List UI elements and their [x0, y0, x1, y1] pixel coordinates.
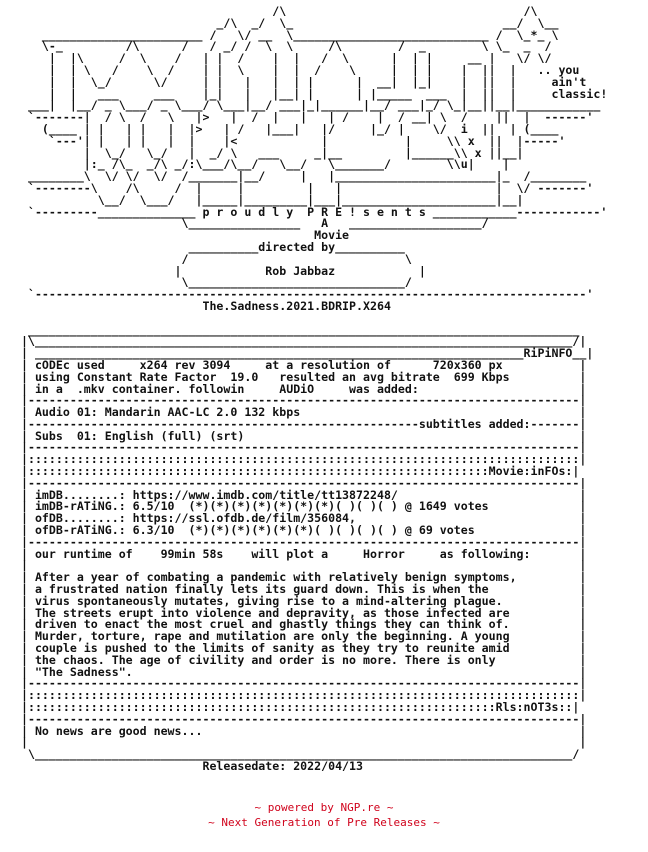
nfo-line: | | \ / \ / | | \ | | / \ | | | | || | .. you — [14, 62, 580, 77]
nfo-line: |-------------------------------------------------------------------------------| — [14, 440, 587, 455]
nfo-line: `-------------------------------------------------------------------------------' — [14, 287, 594, 302]
nfo-line: Movie — [14, 228, 350, 243]
tagline-link[interactable]: Next Generation of Pre Releases — [221, 816, 427, 829]
nfo-line: |-------------------------------------------------------------------------------| — [14, 393, 587, 408]
nfo-text-block — [14, 6, 607, 773]
nfo-line: | After a year of combating a pandemic with relatively benign symptoms, | — [14, 570, 587, 585]
tagline-suffix: ~ — [426, 816, 440, 829]
nfo-line: |-------------------------------------------------------------------------------| — [14, 534, 587, 549]
nfo-line: | ______________________________________________________________________RiPiNFO__| — [14, 346, 594, 361]
nfo-line: | \_/ \_/ | _/ \ ___ _|__ |______\\ x ||__| — [14, 145, 524, 160]
nfo-line: |:::::::::::::::::::::::::::::::::::::::::::::::::::::::::::::::::::Rls:nOT3s::| — [14, 700, 580, 715]
nfo-line: _______________________ / \/ __ \____________________________ / \_*_ \ — [14, 27, 559, 42]
nfo-line: | Subs 01: English (full) (srt) | — [14, 428, 587, 443]
nfo-line: | imDB-rATiNG.: 6.5/10 (*)(*)(*)(*)(*)(*)(*)( )( )( ) @ 1649 votes | — [14, 499, 587, 514]
nfo-line: \__/ \___/ |_____|_________|___|______________________|__| — [14, 192, 524, 207]
nfo-line: | | — [14, 735, 587, 750]
nfo-line: | our runtime of 99min 58s will plot a Horror as following: | — [14, 546, 587, 561]
nfo-line: |:::::::::::::::::::::::::::::::::::::::::::::::::::::::::::::::::::::::::::::::| — [14, 452, 587, 467]
nfo-line: |::::::::::::::::::::::::::::::::::::::::::::::::::::::::::::::::::Movie:inFOs:| — [14, 464, 580, 479]
nfo-line: | | ___ ___ |_| | |__| | | |_____ ___ | || | classic! — [14, 86, 608, 101]
nfo-line: | | \_/ \/ | | | | | | | __| |_| | || | ain't — [14, 74, 587, 89]
nfo-line: The.Sadness.2021.BDRIP.X264 — [14, 298, 391, 313]
nfo-line: | The streets erupt into violence and depravity, as those infected are | — [14, 605, 587, 620]
nfo-line: _______________________________________________________________________________ — [14, 322, 580, 337]
nfo-line: | couple is pushed to the limits of sanity as they try to reunite amid | — [14, 641, 587, 656]
nfo-line: __________directed by__________ — [14, 239, 405, 254]
nfo-line: \-_ /\ / / _/ / \ \ /\ / _ \ \_ _ / — [14, 39, 552, 54]
nfo-line: Releasedate: 2022/04/13 — [14, 759, 364, 773]
nfo-line: | Murder, torture, rape and mutilation are only the beginning. A young | — [14, 629, 587, 644]
nfo-line: | using Constant Rate Factor 19.0 resulted an avg bitrate 699 Kbps | — [14, 369, 587, 384]
nfo-line: |-------------------------------------------------------------------------------| — [14, 711, 587, 726]
nfo-line: |--------------------------------------------------------subtitles added:-------| — [14, 416, 587, 431]
nfo-line: | |\ / \ / | | / | | / \ | | | __ | \/ \/ — [14, 51, 552, 66]
nfo-line: | a frustrated nation finally lets its guard down. This is when the | — [14, 582, 587, 597]
nfo-line: | "The Sadness". | — [14, 664, 587, 679]
nfo-line: \_______________________________/ — [14, 275, 412, 290]
powered-by-suffix: ~ — [380, 801, 394, 814]
powered-by-prefix: ~ powered by — [254, 801, 341, 814]
nfo-line: \________________ A ___________________/ — [14, 216, 489, 231]
nfo-line: | virus spontaneously mutates, giving rise to a mind-altering plague. | — [14, 593, 587, 608]
nfo-line: `---'| | | | | | |< | | \\ x || |-----' — [14, 133, 566, 148]
nfo-line: | ofDB........: https://ssl.ofdb.de/film/356084, | — [14, 511, 587, 526]
tagline-prefix: ~ — [208, 816, 222, 829]
nfo-line: (____ | | | | | |> | / |___| |/ |_/ | \/ i || | (____ — [14, 121, 559, 136]
nfo-line: | Audio 01: Mandarin AAC-LC 2.0 132 kbps | — [14, 405, 587, 420]
nfo-line: | driven to enact the most cruel and ghastly things they can think of. | — [14, 617, 587, 632]
nfo-line: ___| |__/ _ \___/ _ \___/ \___|__/ ___|_|______|__/ ___|_/ \_|__||__|____________ — [14, 98, 601, 113]
nfo-line: / \ — [14, 251, 412, 266]
nfo-line: `---------______________ p r o u d l y P R E ! s e n t s ____________------------' — [14, 204, 608, 219]
nfo-line: \_____________________________________________________________________________/ — [14, 747, 580, 762]
ngp-link[interactable]: NGP.re — [340, 801, 381, 814]
nfo-line: /\ /\ — [14, 4, 538, 18]
nfo-line: | imDB........: https://www.imdb.com/title/tt13872248/ | — [14, 487, 587, 502]
powered-by-line — [0, 800, 648, 815]
nfo-line: |:_ /\_ _/\ _/:\___/\__/ \__/ \_______/ \\u| | — [14, 157, 510, 172]
nfo-line: | the chaos. The age of civility and order is no more. There is only | — [14, 652, 587, 667]
nfo-line: |-------------------------------------------------------------------------------| — [14, 676, 587, 691]
nfo-line: | ofDB-rATiNG.: 6.3/10 (*)(*)(*)(*)(*)(*)( )( )( )( ) @ 69 votes | — [14, 523, 587, 538]
nfo-line: _/\ _/ \_ __/ \__ — [14, 15, 559, 30]
nfo-line: ________\ \/ \/ \/ /_______|__/ | |_______________________|_ /________ — [14, 169, 587, 184]
nfo-line: | No news are good news... | — [14, 723, 587, 738]
nfo-line: |\_____________________________________________________________________________/| — [14, 334, 587, 349]
nfo-line: | Rob Jabbaz | — [14, 263, 426, 278]
nfo-line: |:::::::::::::::::::::::::::::::::::::::::::::::::::::::::::::::::::::::::::::::| — [14, 688, 587, 703]
nfo-line: | | — [14, 558, 587, 573]
nfo-line: | in a .mkv container. followin AUDiO was added: | — [14, 381, 587, 396]
nfo-line: | cODEc used x264 rev 3094 at a resolution of 720x360 px | — [14, 357, 587, 372]
tagline-line — [0, 815, 648, 830]
nfo-line: `--------\ /\ / | | | | | \/ -------' — [14, 180, 594, 195]
nfo-line: `-------| / \ / \ |> | / | | | / | / __| \ / || | ------' — [14, 110, 594, 125]
nfo-line: |-------------------------------------------------------------------------------| — [14, 475, 587, 490]
